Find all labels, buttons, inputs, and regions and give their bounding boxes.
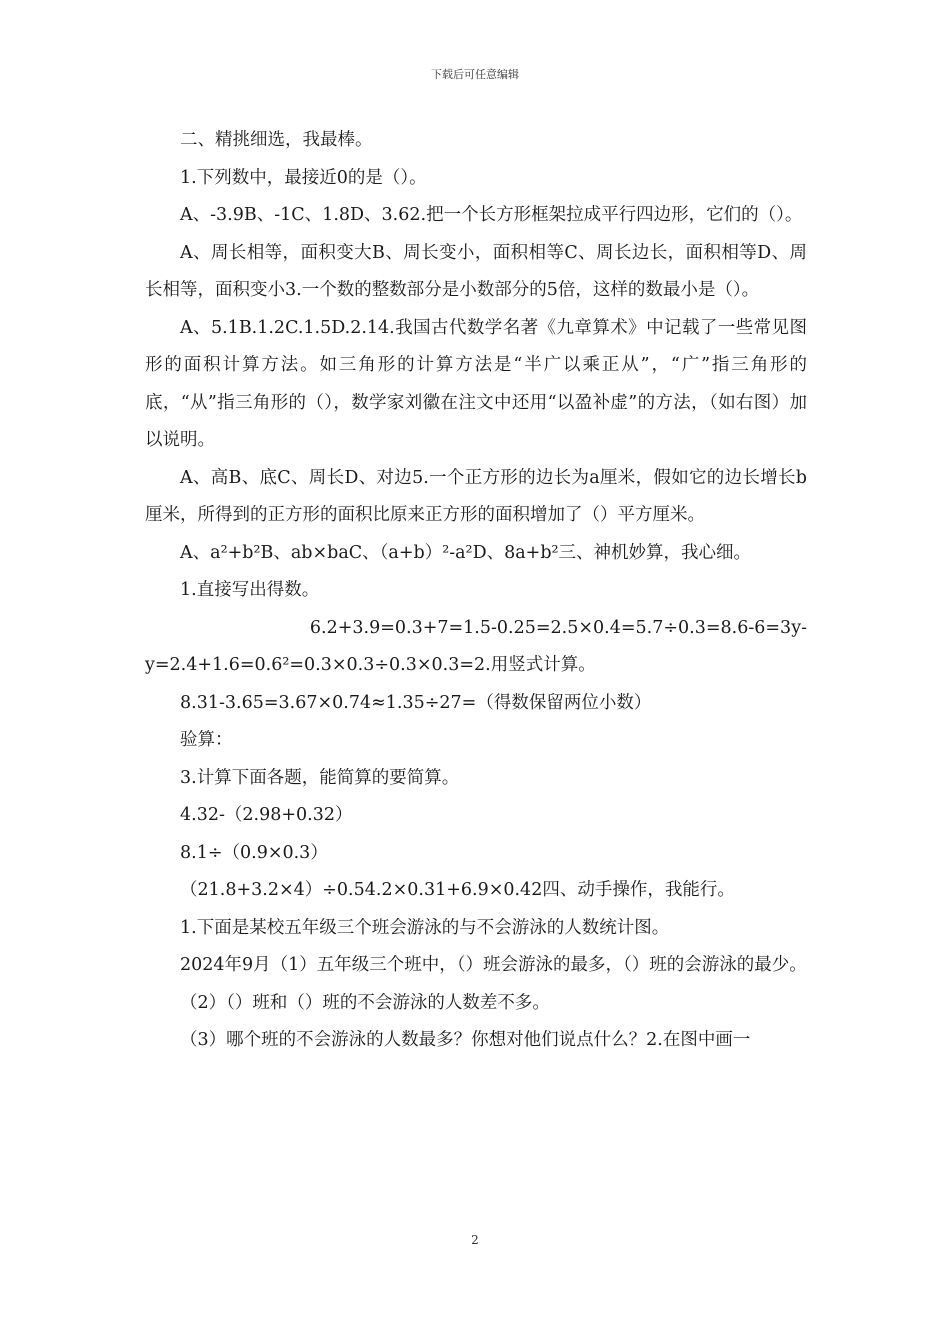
question-5-options: A、a²+b²B、ab×baC、（a+b）²-a²D、8a+b²三、神机妙算，我心细。 xyxy=(180,542,752,563)
simplify-problem-1: 4.32-（2.98+0.32） xyxy=(180,805,353,825)
statistics-question-2: （2）（）班和（）班的不会游泳的人数差不多。 xyxy=(180,992,550,1013)
direct-calc-title: 1.直接写出得数。 xyxy=(180,580,320,600)
document-body xyxy=(145,122,807,1060)
statistics-intro: 1.下面是某校五年级三个班会游泳的与不会游泳的人数统计图。 xyxy=(180,917,670,938)
simplify-title: 3.计算下面各题，能简算的要简算。 xyxy=(180,767,460,788)
question-1-options: A、-3.9B、-1C、1.8D、3.62.把一个长方形框架拉成平行四边形，它们的（）。 xyxy=(180,205,803,225)
question-4-options: A、高B、底C、周长D、对边5.一个正方形的边长为a厘米，假如它的边长增长b厘米，所得到的正方形的面积比原来正方形的面积增加了（）平方厘米。 xyxy=(145,467,807,525)
statistics-question-1: 2024年9月（1）五年级三个班中，（）班会游泳的最多，（）班的会游泳的最少。 xyxy=(180,955,807,975)
simplify-problem-3: （21.8+3.2×4）÷0.54.2×0.31+6.9×0.42四、动手操作，我能行。 xyxy=(180,880,735,900)
vertical-calc-problems: 8.31-3.65=3.67×0.74≈1.35÷27=（得数保留两位小数） xyxy=(180,692,652,713)
direct-calc-line-2: y=2.4+1.6=0.6²=0.3×0.3÷0.3×0.3=2.用竖式计算。 xyxy=(145,655,596,675)
statistics-question-3: （3）哪个班的不会游泳的人数最多？你想对他们说点什么？2.在图中画一 xyxy=(180,1030,751,1050)
question-3-options: A、5.1B.1.2C.1.5D.2.14.我国古代数学名著《九章算术》中记载了一些常见图形的面积计算方法。如三角形的计算方法是“半广以乘正从”，“广”指三角形的底，“从”指三角形的（），数学家刘徽在注文中还用“以盈补虚”的方法，（如右图）加以说明。 xyxy=(145,317,807,450)
question-2-options: A、周长相等，面积变大B、周长变小，面积相等C、周长边长，面积相等D、周长相等，面积变小3.一个数的整数部分是小数部分的5倍，这样的数最小是（）。 xyxy=(145,242,807,300)
page-number: 2 xyxy=(471,1233,479,1247)
question-1: 1.下列数中，最接近0的是（）。 xyxy=(180,167,427,188)
simplify-problem-2: 8.1÷（0.9×0.3） xyxy=(180,842,328,863)
check-label: 验算： xyxy=(180,730,233,750)
page-header: 下载后可任意编辑 xyxy=(431,68,519,81)
direct-calc-line-1: 6.2+3.9=0.3+7=1.5-0.25=2.5×0.4=5.7÷0.3=8.6-6=3y- xyxy=(309,617,807,638)
section-title-2: 二、精挑细选，我最棒。 xyxy=(180,130,373,150)
